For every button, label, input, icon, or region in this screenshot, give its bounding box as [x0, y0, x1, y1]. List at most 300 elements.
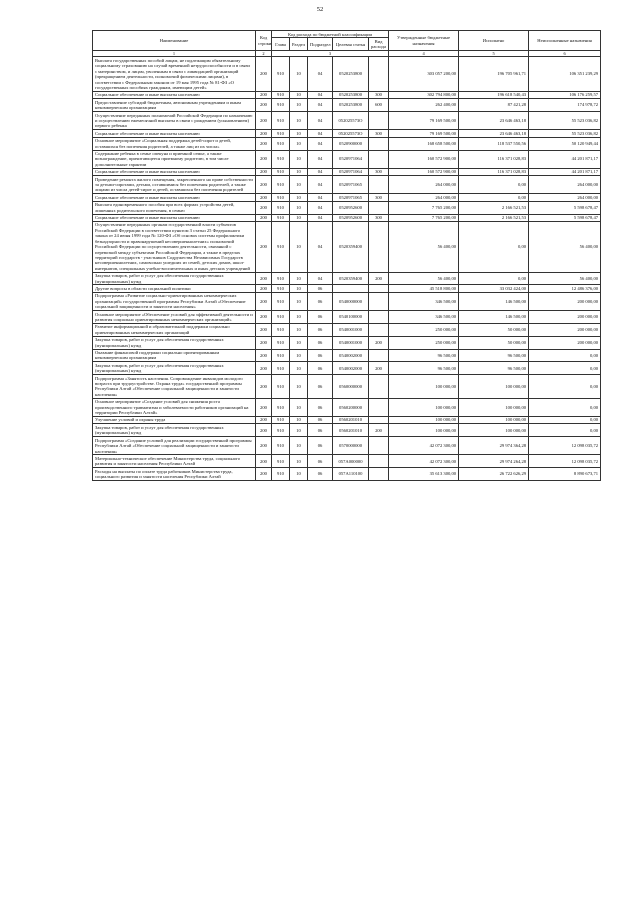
row-target-item: 0520952600 [333, 201, 369, 214]
row-expense-type [369, 437, 389, 455]
row-unexecuted: 0,00 [529, 398, 601, 416]
row-target-item: 0540100000 [333, 311, 369, 324]
row-subsection: 06 [308, 349, 333, 362]
row-unexecuted: 0,00 [529, 416, 601, 423]
row-target-item: 0560201010 [333, 424, 369, 437]
row-expense-type: 300 [369, 130, 389, 137]
row-subsection: 06 [308, 292, 333, 310]
row-code: 200 [256, 362, 272, 375]
row-section: 10 [290, 416, 308, 423]
row-unexecuted: 5 598 678,47 [529, 201, 601, 214]
row-section: 10 [290, 194, 308, 201]
row-approved: 42 072 300,00 [389, 437, 459, 455]
row-unexecuted: 0,00 [529, 424, 601, 437]
row-executed: 0,00 [459, 272, 529, 285]
row-expense-type: 300 [369, 194, 389, 201]
row-expense-type [369, 137, 389, 150]
row-executed: 146 500,00 [459, 292, 529, 310]
row-approved: 264 000,00 [389, 176, 459, 194]
row-section: 10 [290, 285, 308, 292]
row-executed: 29 974 264,28 [459, 455, 529, 468]
row-code: 200 [256, 437, 272, 455]
table-row [93, 362, 601, 375]
row-name: Основное мероприятие «Обеспечение условий для эффективной деятельности и развития социально ориентированных некоммерческих организаций» [93, 311, 256, 324]
row-name: Закупка товаров, работ и услуг для обеспечения государственных (муниципальных) нужд [93, 272, 256, 285]
row-name: Подпрограмма «Развитие социально-ориентированных некоммерческих организаций» государственной программы Республики Алтай «Обеспечение социальной защищенности и занятости населения» [93, 292, 256, 310]
row-approved: 264 000,00 [389, 194, 459, 201]
row-target-item: 0520971064 [333, 168, 369, 175]
row-approved: 160 572 900,00 [389, 150, 459, 168]
table-row [93, 272, 601, 285]
row-executed: 0,00 [459, 221, 529, 272]
row-target-item [333, 285, 369, 292]
row-expense-type: 200 [369, 424, 389, 437]
row-section: 10 [290, 221, 308, 272]
row-section: 10 [290, 375, 308, 399]
row-subsection: 06 [308, 398, 333, 416]
row-subsection: 06 [308, 362, 333, 375]
row-unexecuted: 12 098 035,72 [529, 455, 601, 468]
row-executed: 196 618 540,43 [459, 91, 529, 98]
row-unexecuted: 50 120 949,44 [529, 137, 601, 150]
header-chapter: Глава [272, 38, 290, 51]
row-executed: 96 500,00 [459, 349, 529, 362]
row-unexecuted: 200 000,00 [529, 311, 601, 324]
table-row [93, 130, 601, 137]
row-section: 10 [290, 292, 308, 310]
row-section: 10 [290, 398, 308, 416]
row-code: 200 [256, 336, 272, 349]
row-name: Осуществление переданных органам государственной власти субъектов Российской Федерации в соответствии пунктом 3 статьи 25 Федерального закона от 24 июня 1999 года № 120-ФЗ «Об основах системы профилактики безнадзорности и правонарушений несовершеннолетних» полномочий Российской Федерации по осуществлению деятельности, связанной с перевозкой между субъектами Российской Федерации, а также в пределах территорий государств - участников Содружества Независимых Государств несовершеннолетних, самовольно ушедших из семей, детских домов, школ-интернатов, специальных учебно-воспитательных и иных детских учреждений [93, 221, 256, 272]
row-unexecuted: 106 176 259,57 [529, 91, 601, 98]
row-executed: 23 646 463,18 [459, 130, 529, 137]
row-code: 200 [256, 130, 272, 137]
table-row [93, 194, 601, 201]
row-chapter: 910 [272, 57, 290, 91]
row-executed: 100 000,00 [459, 398, 529, 416]
row-subsection: 04 [308, 272, 333, 285]
row-subsection: 06 [308, 416, 333, 423]
row-subsection: 06 [308, 375, 333, 399]
row-code: 200 [256, 311, 272, 324]
row-expense-type [369, 311, 389, 324]
row-unexecuted: 55 523 036,82 [529, 112, 601, 130]
row-section: 10 [290, 455, 308, 468]
row-name: Подпрограмма «Занятость населения. Сопровождение инвалидов молодого возраста при трудоустройстве. Охрана труда» государственной программы Республики Алтай «Обеспечение социальной защищенности и занятости населения» [93, 375, 256, 399]
row-executed: 116 371 028,83 [459, 168, 529, 175]
row-subsection: 06 [308, 311, 333, 324]
row-approved: 42 072 300,00 [389, 455, 459, 468]
table-row [93, 176, 601, 194]
row-executed: 116 371 028,83 [459, 150, 529, 168]
row-approved: 303 057 200,00 [389, 57, 459, 91]
header-target-item: Целевая статья [333, 38, 369, 51]
row-code: 200 [256, 57, 272, 91]
row-expense-type [369, 112, 389, 130]
row-approved: 96 500,00 [389, 362, 459, 375]
row-target-item: 0520971064 [333, 150, 369, 168]
row-executed: 23 646 463,18 [459, 112, 529, 130]
row-approved: 100 000,00 [389, 398, 459, 416]
row-executed: 2 166 521,53 [459, 201, 529, 214]
row-code: 200 [256, 201, 272, 214]
row-subsection: 04 [308, 99, 333, 112]
header-index: 1 [93, 51, 256, 57]
row-approved: 302 794 800,00 [389, 91, 459, 98]
header-name: Наименование [93, 31, 256, 51]
row-name: Оказание финансовой поддержки социально ориентированным некоммерческим организациям [93, 349, 256, 362]
row-executed: 2 166 521,53 [459, 214, 529, 221]
table-row [93, 336, 601, 349]
row-name: Содержание ребенка в семье опекуна и приемной семье, а также вознаграждение, причитающееся приемному родителю, в том числе дополнительные гарантии [93, 150, 256, 168]
row-unexecuted: 55 523 036,82 [529, 130, 601, 137]
table-row [93, 292, 601, 310]
row-approved: 56 400,00 [389, 221, 459, 272]
row-executed: 87 421,28 [459, 99, 529, 112]
row-executed: 100 000,00 [459, 375, 529, 399]
header-subsection: Подраздел [308, 38, 333, 51]
header-unexecuted: Неисполненные назначения [529, 31, 601, 51]
row-expense-type [369, 349, 389, 362]
row-unexecuted: 56 400,00 [529, 221, 601, 272]
row-unexecuted: 0,00 [529, 375, 601, 399]
row-subsection: 04 [308, 91, 333, 98]
row-code: 200 [256, 323, 272, 336]
row-chapter: 910 [272, 323, 290, 336]
row-subsection: 04 [308, 168, 333, 175]
row-approved: 250 000,00 [389, 336, 459, 349]
row-approved: 100 000,00 [389, 416, 459, 423]
row-executed: 50 000,00 [459, 336, 529, 349]
table-row [93, 323, 601, 336]
row-name: Выплата государственных пособий лицам, не подлежащим обязательному социальному страхованию на случай временной нетрудоспособности и в связи с материнством, и лицам, уволенным в связи с ликвидацией организаций (прекращением деятельности, полномочий физическими лицами), в соответствии с Федеральным законом от 19 мая 1995 года № 81-ФЗ «О государственных пособиях гражданам, имеющим детей» [93, 57, 256, 91]
row-section: 10 [290, 214, 308, 221]
table-row [93, 455, 601, 468]
row-expense-type [369, 285, 389, 292]
row-unexecuted: 56 400,00 [529, 272, 601, 285]
row-code: 200 [256, 349, 272, 362]
row-section: 10 [290, 468, 308, 481]
row-target-item: 0560000000 [333, 375, 369, 399]
row-expense-type [369, 201, 389, 214]
row-target-item: 0560201010 [333, 416, 369, 423]
header-expense-type: Вид расхода [369, 38, 389, 51]
row-code: 200 [256, 99, 272, 112]
row-subsection: 06 [308, 424, 333, 437]
row-chapter: 910 [272, 91, 290, 98]
row-chapter: 910 [272, 272, 290, 285]
row-name: Социальное обеспечение и иные выплаты населению [93, 91, 256, 98]
row-expense-type: 200 [369, 336, 389, 349]
row-chapter: 910 [272, 221, 290, 272]
row-target-item: 0540000000 [333, 292, 369, 310]
row-section: 10 [290, 137, 308, 150]
row-expense-type: 600 [369, 99, 389, 112]
row-section: 10 [290, 176, 308, 194]
row-code: 200 [256, 468, 272, 481]
row-approved: 250 000,00 [389, 323, 459, 336]
header-approved: Утвержденные бюджетные назначения [389, 31, 459, 51]
row-chapter: 910 [272, 416, 290, 423]
table-row [93, 468, 601, 481]
row-code: 200 [256, 112, 272, 130]
row-target-item: 0570000000 [333, 437, 369, 455]
row-subsection: 04 [308, 214, 333, 221]
header-classification: Код расхода по бюджетной классификации [272, 31, 389, 38]
row-section: 10 [290, 323, 308, 336]
row-unexecuted: 12 486 376,00 [529, 285, 601, 292]
table-row [93, 285, 601, 292]
row-unexecuted: 264 000,00 [529, 176, 601, 194]
row-subsection: 06 [308, 285, 333, 292]
row-expense-type [369, 375, 389, 399]
table-row [93, 214, 601, 221]
row-target-item: 0520359400 [333, 272, 369, 285]
row-chapter: 910 [272, 468, 290, 481]
row-executed: 96 500,00 [459, 362, 529, 375]
row-section: 10 [290, 168, 308, 175]
row-target-item: 0520253800 [333, 91, 369, 98]
row-target-item: 0540002000 [333, 362, 369, 375]
row-name: Социальное обеспечение и иные выплаты населению [93, 168, 256, 175]
row-subsection: 04 [308, 57, 333, 91]
row-approved: 346 500,00 [389, 311, 459, 324]
header-index: 4 [389, 51, 459, 57]
table-row [93, 150, 601, 168]
row-target-item: 0540001000 [333, 336, 369, 349]
row-section: 10 [290, 349, 308, 362]
row-code: 200 [256, 424, 272, 437]
row-code: 200 [256, 137, 272, 150]
row-unexecuted: 44 201 871,17 [529, 150, 601, 168]
header-index: 3 [272, 51, 389, 57]
row-section: 10 [290, 437, 308, 455]
page-number: 52 [316, 6, 324, 13]
row-code: 200 [256, 221, 272, 272]
row-subsection: 06 [308, 455, 333, 468]
row-target-item: 0520900000 [333, 137, 369, 150]
row-executed: 29 974 364,28 [459, 437, 529, 455]
row-code: 200 [256, 398, 272, 416]
row-name: Социальное обеспечение и иные выплаты населению [93, 214, 256, 221]
row-approved: 79 169 500,00 [389, 130, 459, 137]
row-section: 10 [290, 130, 308, 137]
row-executed: 100 000,00 [459, 416, 529, 423]
row-executed: 118 537 550,56 [459, 137, 529, 150]
row-name: Закупка товаров, работ и услуг для обеспечения государственных (муниципальных) нужд [93, 424, 256, 437]
row-name: Основное мероприятие «Социальная поддержка детей-сирот и детей, оставшихся без попечения родителей, а также лиц из их числа» [93, 137, 256, 150]
row-section: 10 [290, 57, 308, 91]
row-approved: 100 000,00 [389, 424, 459, 437]
row-subsection: 04 [308, 221, 333, 272]
table-row [93, 311, 601, 324]
table-row [93, 201, 601, 214]
row-name: Закупка товаров, работ и услуг для обеспечения государственных (муниципальных) нужд [93, 362, 256, 375]
row-name: Другие вопросы в области социальной политики [93, 285, 256, 292]
row-name: Социальное обеспечение и иные выплаты населению [93, 130, 256, 137]
row-target-item: 0540002000 [333, 349, 369, 362]
row-chapter: 910 [272, 112, 290, 130]
row-unexecuted: 0,00 [529, 362, 601, 375]
row-section: 10 [290, 150, 308, 168]
row-unexecuted: 12 098 035,72 [529, 437, 601, 455]
table-row [93, 416, 601, 423]
row-unexecuted: 5 598 678,47 [529, 214, 601, 221]
row-name: Выплата единовременного пособия при всех формах устройства детей, лишенных родительского попечения, в семью [93, 201, 256, 214]
row-unexecuted: 264 000,00 [529, 194, 601, 201]
row-approved: 346 500,00 [389, 292, 459, 310]
row-chapter: 910 [272, 336, 290, 349]
row-approved: 160 572 900,00 [389, 168, 459, 175]
table-row [93, 398, 601, 416]
row-approved: 100 000,00 [389, 375, 459, 399]
row-code: 200 [256, 91, 272, 98]
row-code: 200 [256, 455, 272, 468]
row-name: Осуществление переданных полномочий Российской Федерации по назначению и осуществлению ежемесячной выплаты в связи с рождением (усыновлением) первого ребенка [93, 112, 256, 130]
row-subsection: 04 [308, 150, 333, 168]
row-chapter: 910 [272, 201, 290, 214]
row-code: 200 [256, 285, 272, 292]
row-unexecuted: 0,00 [529, 349, 601, 362]
row-target-item: 0520952600 [333, 214, 369, 221]
row-chapter: 910 [272, 194, 290, 201]
row-expense-type [369, 150, 389, 168]
row-section: 10 [290, 362, 308, 375]
row-subsection: 04 [308, 176, 333, 194]
row-name: Закупка товаров, работ и услуг для обеспечения государственных (муниципальных) нужд [93, 336, 256, 349]
row-approved: 45 518 800,00 [389, 285, 459, 292]
table-row [93, 137, 601, 150]
row-executed: 0,00 [459, 194, 529, 201]
row-section: 10 [290, 201, 308, 214]
row-target-item: 0520971065 [333, 176, 369, 194]
row-expense-type: 300 [369, 168, 389, 175]
row-executed: 0,00 [459, 176, 529, 194]
row-section: 10 [290, 91, 308, 98]
row-code: 200 [256, 176, 272, 194]
row-code: 200 [256, 375, 272, 399]
row-subsection: 06 [308, 437, 333, 455]
row-target-item: 0520253800 [333, 99, 369, 112]
row-expense-type [369, 176, 389, 194]
row-chapter: 910 [272, 375, 290, 399]
row-expense-type: 300 [369, 91, 389, 98]
row-code: 200 [256, 150, 272, 168]
table-header [93, 31, 601, 57]
row-chapter: 910 [272, 285, 290, 292]
row-unexecuted: 106 351 239,29 [529, 57, 601, 91]
header-index: 2 [256, 51, 272, 57]
row-chapter: 910 [272, 398, 290, 416]
row-executed: 146 500,00 [459, 311, 529, 324]
table-row [93, 99, 601, 112]
row-expense-type: 300 [369, 214, 389, 221]
row-executed: 100 000,00 [459, 424, 529, 437]
table-row [93, 375, 601, 399]
header-index: 6 [529, 51, 601, 57]
row-expense-type: 200 [369, 272, 389, 285]
row-executed: 196 705 961,71 [459, 57, 529, 91]
table-row [93, 91, 601, 98]
row-chapter: 910 [272, 150, 290, 168]
row-name: Расходы на выплаты по оплате труда работников Министерства труда, социального развития и занятости населения Республики Алтай [93, 468, 256, 481]
header-index: 5 [459, 51, 529, 57]
row-unexecuted: 200 000,00 [529, 336, 601, 349]
row-chapter: 910 [272, 349, 290, 362]
table-row [93, 112, 601, 130]
row-section: 10 [290, 272, 308, 285]
row-executed: 50 000,00 [459, 323, 529, 336]
row-executed: 26 722 626,29 [459, 468, 529, 481]
row-chapter: 910 [272, 99, 290, 112]
row-name: Социальное обеспечение и иные выплаты населению [93, 194, 256, 201]
row-name: Основное мероприятие «Создание условий для снижения роста производственного травматизма и заболеваемости работников организаций на территории Республики Алтай» [93, 398, 256, 416]
row-target-item: 052025573О [333, 130, 369, 137]
row-subsection: 04 [308, 194, 333, 201]
row-chapter: 910 [272, 311, 290, 324]
row-subsection: 04 [308, 112, 333, 130]
row-target-item: 0540001000 [333, 323, 369, 336]
row-chapter: 910 [272, 176, 290, 194]
row-code: 200 [256, 416, 272, 423]
row-code: 200 [256, 272, 272, 285]
row-expense-type [369, 323, 389, 336]
header-code: Код строки [256, 31, 272, 51]
row-expense-type [369, 292, 389, 310]
row-approved: 35 613 300,00 [389, 468, 459, 481]
header-section: Раздел [290, 38, 308, 51]
row-approved: 7 765 200,00 [389, 214, 459, 221]
row-name: Развитие информационной и образовательной поддержки социально ориентированных некоммерческих организаций [93, 323, 256, 336]
row-unexecuted: 8 890 673,71 [529, 468, 601, 481]
row-target-item: 057А000000 [333, 455, 369, 468]
row-unexecuted: 174 978,72 [529, 99, 601, 112]
row-approved: 56 400,00 [389, 272, 459, 285]
row-chapter: 910 [272, 292, 290, 310]
row-expense-type: 200 [369, 362, 389, 375]
row-subsection: 04 [308, 130, 333, 137]
row-name: Проведение ремонта жилого помещения, закрепленного на праве собственности за детьми-сиротами, детьми, оставшимися без попечения родителей, а также лицами из числа детей-сирот и детей, оставшихся без попечения родителей [93, 176, 256, 194]
row-code: 200 [256, 292, 272, 310]
row-chapter: 910 [272, 362, 290, 375]
row-unexecuted: 200 000,00 [529, 292, 601, 310]
row-unexecuted: 200 000,00 [529, 323, 601, 336]
row-expense-type [369, 468, 389, 481]
row-target-item: 0520971065 [333, 194, 369, 201]
row-chapter: 910 [272, 168, 290, 175]
row-section: 10 [290, 311, 308, 324]
row-code: 200 [256, 214, 272, 221]
row-subsection: 04 [308, 201, 333, 214]
row-name: Подпрограмма «Создание условий для реализации государственной программы Республики Алтай «Обеспечение социальной защищенности и занятости населения» [93, 437, 256, 455]
row-expense-type [369, 221, 389, 272]
row-expense-type [369, 398, 389, 416]
row-target-item: 0520253800 [333, 57, 369, 91]
row-target-item: 057А110100 [333, 468, 369, 481]
row-chapter: 910 [272, 424, 290, 437]
row-unexecuted: 44 201 871,17 [529, 168, 601, 175]
row-approved: 7 765 200,00 [389, 201, 459, 214]
row-code: 200 [256, 194, 272, 201]
row-executed: 33 032 424,00 [459, 285, 529, 292]
row-approved: 262 400,00 [389, 99, 459, 112]
row-name: Предоставление субсидий бюджетным, автономным учреждениям и иным некоммерческим организациям [93, 99, 256, 112]
row-chapter: 910 [272, 437, 290, 455]
row-expense-type [369, 455, 389, 468]
row-chapter: 910 [272, 130, 290, 137]
row-target-item: 052025573О [333, 112, 369, 130]
row-approved: 168 658 500,00 [389, 137, 459, 150]
